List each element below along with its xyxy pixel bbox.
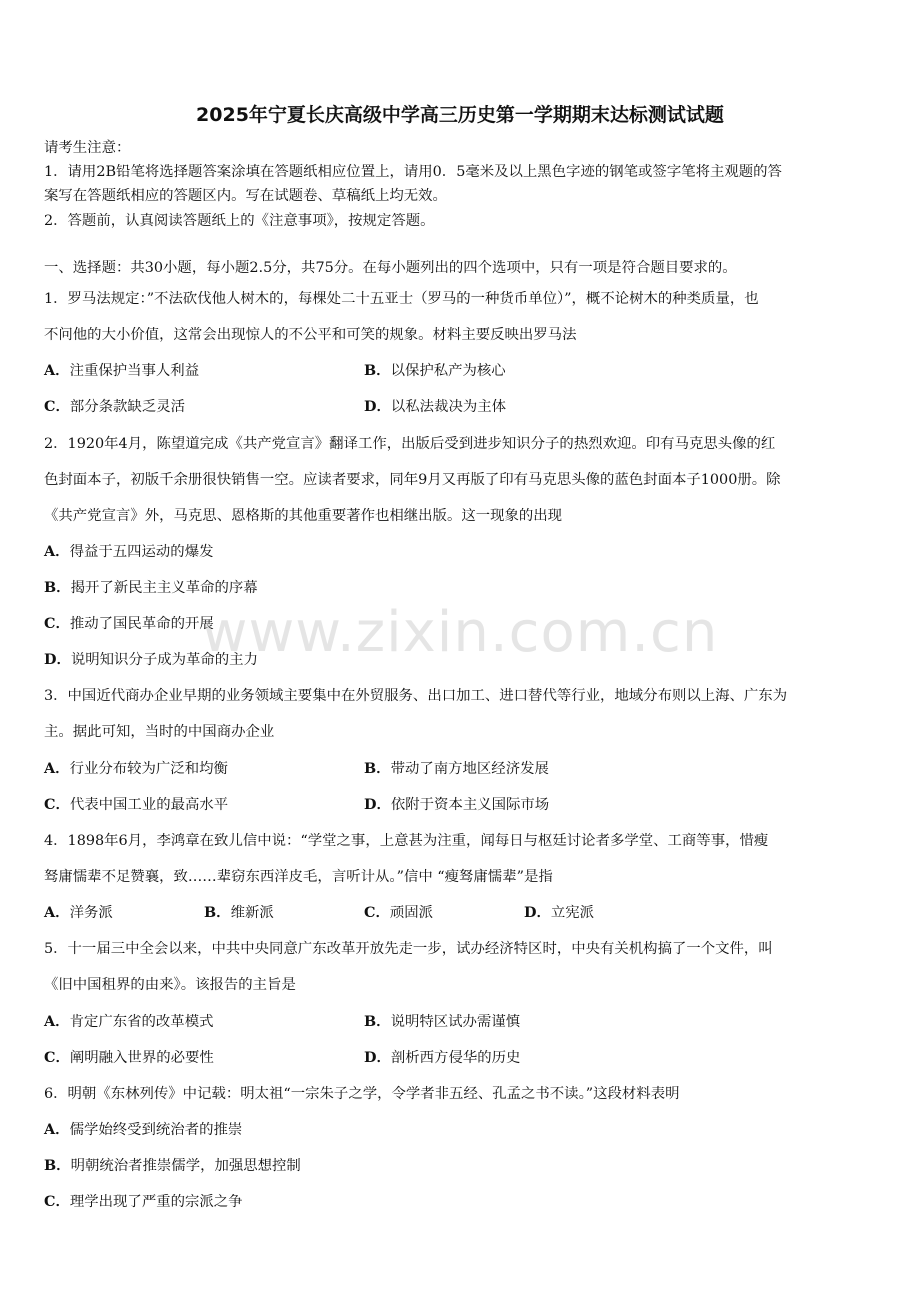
question-4-stem-line-1: 4．1898年6月，李鸿章在致儿信中说：“学堂之事，上意甚为注重，闻每日与枢廷讨论者多学堂、工商等事，惜瘦 <box>44 833 769 849</box>
question-6-option-b[interactable]: B．明朝统治者推崇儒学，加强思想控制 <box>44 1157 301 1174</box>
question-6-option-a[interactable]: A．儒学始终受到统治者的推崇 <box>44 1121 243 1138</box>
question-2-stem-line-3: 《共产党宣言》外，马克思、恩格斯的其他重要著作也相继出版。这一现象的出现 <box>44 508 563 524</box>
question-2-option-c[interactable]: C．推动了国民革命的开展 <box>44 615 214 632</box>
question-2-stem-line-2: 色封面本子，初版千余册很快销售一空。应读者要求，同年9月又再版了印有马克思头像的蓝色封面本子1000册。除 <box>44 472 781 488</box>
question-6-option-c[interactable]: C．理学出现了严重的宗派之争 <box>44 1193 243 1210</box>
question-1-stem-line-1: 1．罗马法规定：”不法砍伐他人树木的，每棵处二十五亚士（罗马的一种货币单位）”，概不论树木的种类质量，也 <box>44 291 759 307</box>
question-3-option-a[interactable]: A．行业分布较为广泛和均衡 <box>44 760 228 777</box>
notice-item-1-line-1: 1．请用2B铅笔将选择题答案涂填在答题纸相应位置上，请用0．5毫米及以上黑色字迹的钢笔或签字笔将主观题的答 <box>44 164 782 180</box>
watermark: www.zixin.com.cn <box>201 600 719 665</box>
question-4-stem-line-2: 驽庸懦辈不足赞襄，致……辈窃东西洋皮毛，言听计从。”信中 “瘦驽庸懦辈”是指 <box>44 869 553 885</box>
question-5-option-c[interactable]: C．阐明融入世界的必要性 <box>44 1049 214 1066</box>
question-2-option-b[interactable]: B．揭开了新民主主义革命的序幕 <box>44 579 258 596</box>
notice-item-2: 2．答题前，认真阅读答题纸上的《注意事项》，按规定答题。 <box>44 213 435 229</box>
question-5-option-d[interactable]: D．剖析西方侵华的历史 <box>364 1049 521 1066</box>
question-3-stem-line-1: 3．中国近代商办企业早期的业务领域主要集中在外贸服务、出口加工、进口替代等行业，地域分布则以上海、广东为 <box>44 688 788 704</box>
question-5-option-b[interactable]: B．说明特区试办需谨慎 <box>364 1013 521 1030</box>
question-1-option-d[interactable]: D．以私法裁决为主体 <box>364 398 507 415</box>
question-3-option-b[interactable]: B．带动了南方地区经济发展 <box>364 760 549 777</box>
question-2-stem-line-1: 2．1920年4月，陈望道完成《共产党宣言》翻译工作，出版后受到进步知识分子的热烈欢迎。印有马克思头像的红 <box>44 436 776 452</box>
question-5-option-a[interactable]: A．肯定广东省的改革模式 <box>44 1013 214 1030</box>
section-heading: 一、选择题：共30小题，每小题2.5分，共75分。在每小题列出的四个选项中，只有一项是符合题目要求的。 <box>44 260 737 276</box>
question-6-stem-line-1: 6．明朝《东林列传》中记载：明太祖“一宗朱子之学，令学者非五经、孔孟之书不读。”这段材料表明 <box>44 1086 680 1102</box>
question-3-option-c[interactable]: C．代表中国工业的最高水平 <box>44 796 229 813</box>
question-1-option-b[interactable]: B．以保护私产为核心 <box>364 362 506 379</box>
question-3-option-d[interactable]: D．依附于资本主义国际市场 <box>364 796 550 813</box>
question-1-option-a[interactable]: A．注重保护当事人利益 <box>44 362 200 379</box>
question-1-option-c[interactable]: C．部分条款缺乏灵活 <box>44 398 185 415</box>
question-4-option-b[interactable]: B．维新派 <box>204 904 274 921</box>
question-5-stem-line-1: 5．十一届三中全会以来，中共中央同意广东改革开放先走一步，试办经济特区时，中央有关机构搞了一个文件，叫 <box>44 941 773 957</box>
question-2-option-d[interactable]: D．说明知识分子成为革命的主力 <box>44 651 258 668</box>
question-4-option-c[interactable]: C．顽固派 <box>364 904 434 921</box>
question-1-stem-line-2: 不问他的大小价值，这常会出现惊人的不公平和可笑的规象。材料主要反映出罗马法 <box>44 327 577 343</box>
page-title: 2025年宁夏长庆高级中学高三历史第一学期期末达标测试试题 <box>196 104 724 126</box>
notice-item-1-line-2: 案写在答题纸相应的答题区内。写在试题卷、草稿纸上均无效。 <box>44 188 447 204</box>
question-2-option-a[interactable]: A．得益于五四运动的爆发 <box>44 543 214 560</box>
question-5-stem-line-2: 《旧中国租界的由来》。该报告的主旨是 <box>44 977 296 993</box>
question-4-option-d[interactable]: D．立宪派 <box>524 904 595 921</box>
question-3-stem-line-2: 主。据此可知，当时的中国商办企业 <box>44 724 275 740</box>
notice-heading: 请考生注意： <box>44 140 131 156</box>
question-4-option-a[interactable]: A．洋务派 <box>44 904 113 921</box>
